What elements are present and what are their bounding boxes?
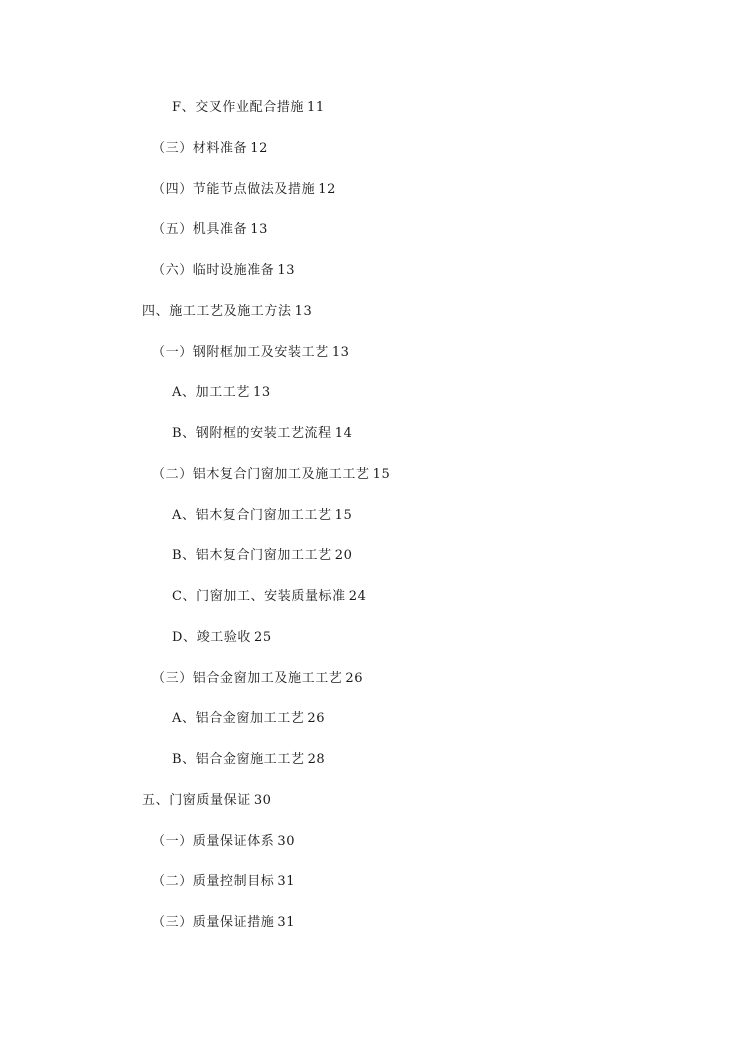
toc-entry[interactable] [0,668,744,709]
toc-entry[interactable] [0,790,744,831]
toc-entry-title: C、门窗加工、安装质量标准 [172,589,346,604]
toc-entry-page: 13 [250,222,268,238]
toc-entry[interactable] [0,219,744,260]
toc-entry-title: （三）铝合金窗加工及施工工艺 [152,670,343,686]
toc-entry-title: A、铝合金窗加工工艺 [172,711,305,727]
toc-entry-page: 13 [277,263,296,278]
toc-entry-title: B、铝木复合门窗加工工艺 [172,548,332,564]
toc-entry[interactable] [0,627,744,668]
toc-entry-page: 20 [334,548,353,564]
toc-entry-page: 31 [277,874,296,890]
toc-entry-title: 四、施工工艺及施工方法 [142,303,292,319]
toc-entry-page: 31 [277,915,296,930]
toc-entry-title: A、加工工艺 [172,385,250,401]
toc-entry-title: A、铝木复合门窗加工工艺 [172,507,332,523]
toc-entry-title: B、铝合金窗施工工艺 [172,752,305,767]
toc-entry-page: 14 [334,426,353,441]
toc-entry-title: （三）质量保证措施 [152,915,275,930]
toc-entry-page: 15 [372,466,391,482]
toc-entry-page: 11 [307,100,325,115]
toc-entry-title: 五、门窗质量保证 [142,792,251,808]
toc-entry-title: （四）节能节点做法及措施 [152,181,316,197]
table-of-contents [0,97,744,953]
toc-entry-page: 26 [307,711,326,727]
toc-entry[interactable] [0,382,744,423]
toc-entry[interactable] [0,464,744,505]
toc-entry[interactable] [0,912,744,953]
toc-entry[interactable] [0,871,744,912]
toc-entry-title: （二）质量控制目标 [152,874,275,890]
toc-entry-title: （六）临时设施准备 [152,263,275,278]
toc-entry[interactable] [0,97,744,138]
toc-entry-page: 26 [345,670,364,686]
toc-entry-page: 25 [254,629,272,645]
toc-entry-page: 28 [307,752,326,767]
toc-entry[interactable] [0,586,744,627]
toc-entry[interactable] [0,138,744,179]
toc-entry-page: 30 [277,833,296,849]
toc-entry[interactable] [0,342,744,383]
toc-entry-title: F、交叉作业配合措施 [172,100,305,115]
toc-entry-page: 15 [334,507,353,523]
toc-entry-page: 30 [253,792,272,808]
toc-entry[interactable] [0,260,744,301]
toc-entry-page: 12 [318,181,336,197]
toc-entry[interactable] [0,708,744,749]
toc-entry[interactable] [0,423,744,464]
toc-entry-page: 13 [331,344,350,360]
toc-entry-title: B、钢附框的安装工艺流程 [172,426,332,441]
toc-entry-title: （三）材料准备 [152,140,248,156]
toc-entry-page: 13 [294,303,313,319]
toc-entry-title: （五）机具准备 [152,222,248,238]
toc-entry-title: （二）铝木复合门窗加工及施工工艺 [152,466,370,482]
toc-entry[interactable] [0,545,744,586]
toc-entry-title: （一）钢附框加工及安装工艺 [152,344,329,360]
toc-entry[interactable] [0,505,744,546]
toc-entry-title: （一）质量保证体系 [152,833,275,849]
toc-entry[interactable] [0,749,744,790]
toc-entry-page: 12 [250,140,268,156]
toc-entry-title: D、竣工验收 [172,629,252,645]
toc-entry[interactable] [0,179,744,220]
toc-entry[interactable] [0,831,744,872]
toc-entry[interactable] [0,301,744,342]
toc-entry-page: 13 [253,385,271,401]
toc-entry-page: 24 [348,589,367,604]
